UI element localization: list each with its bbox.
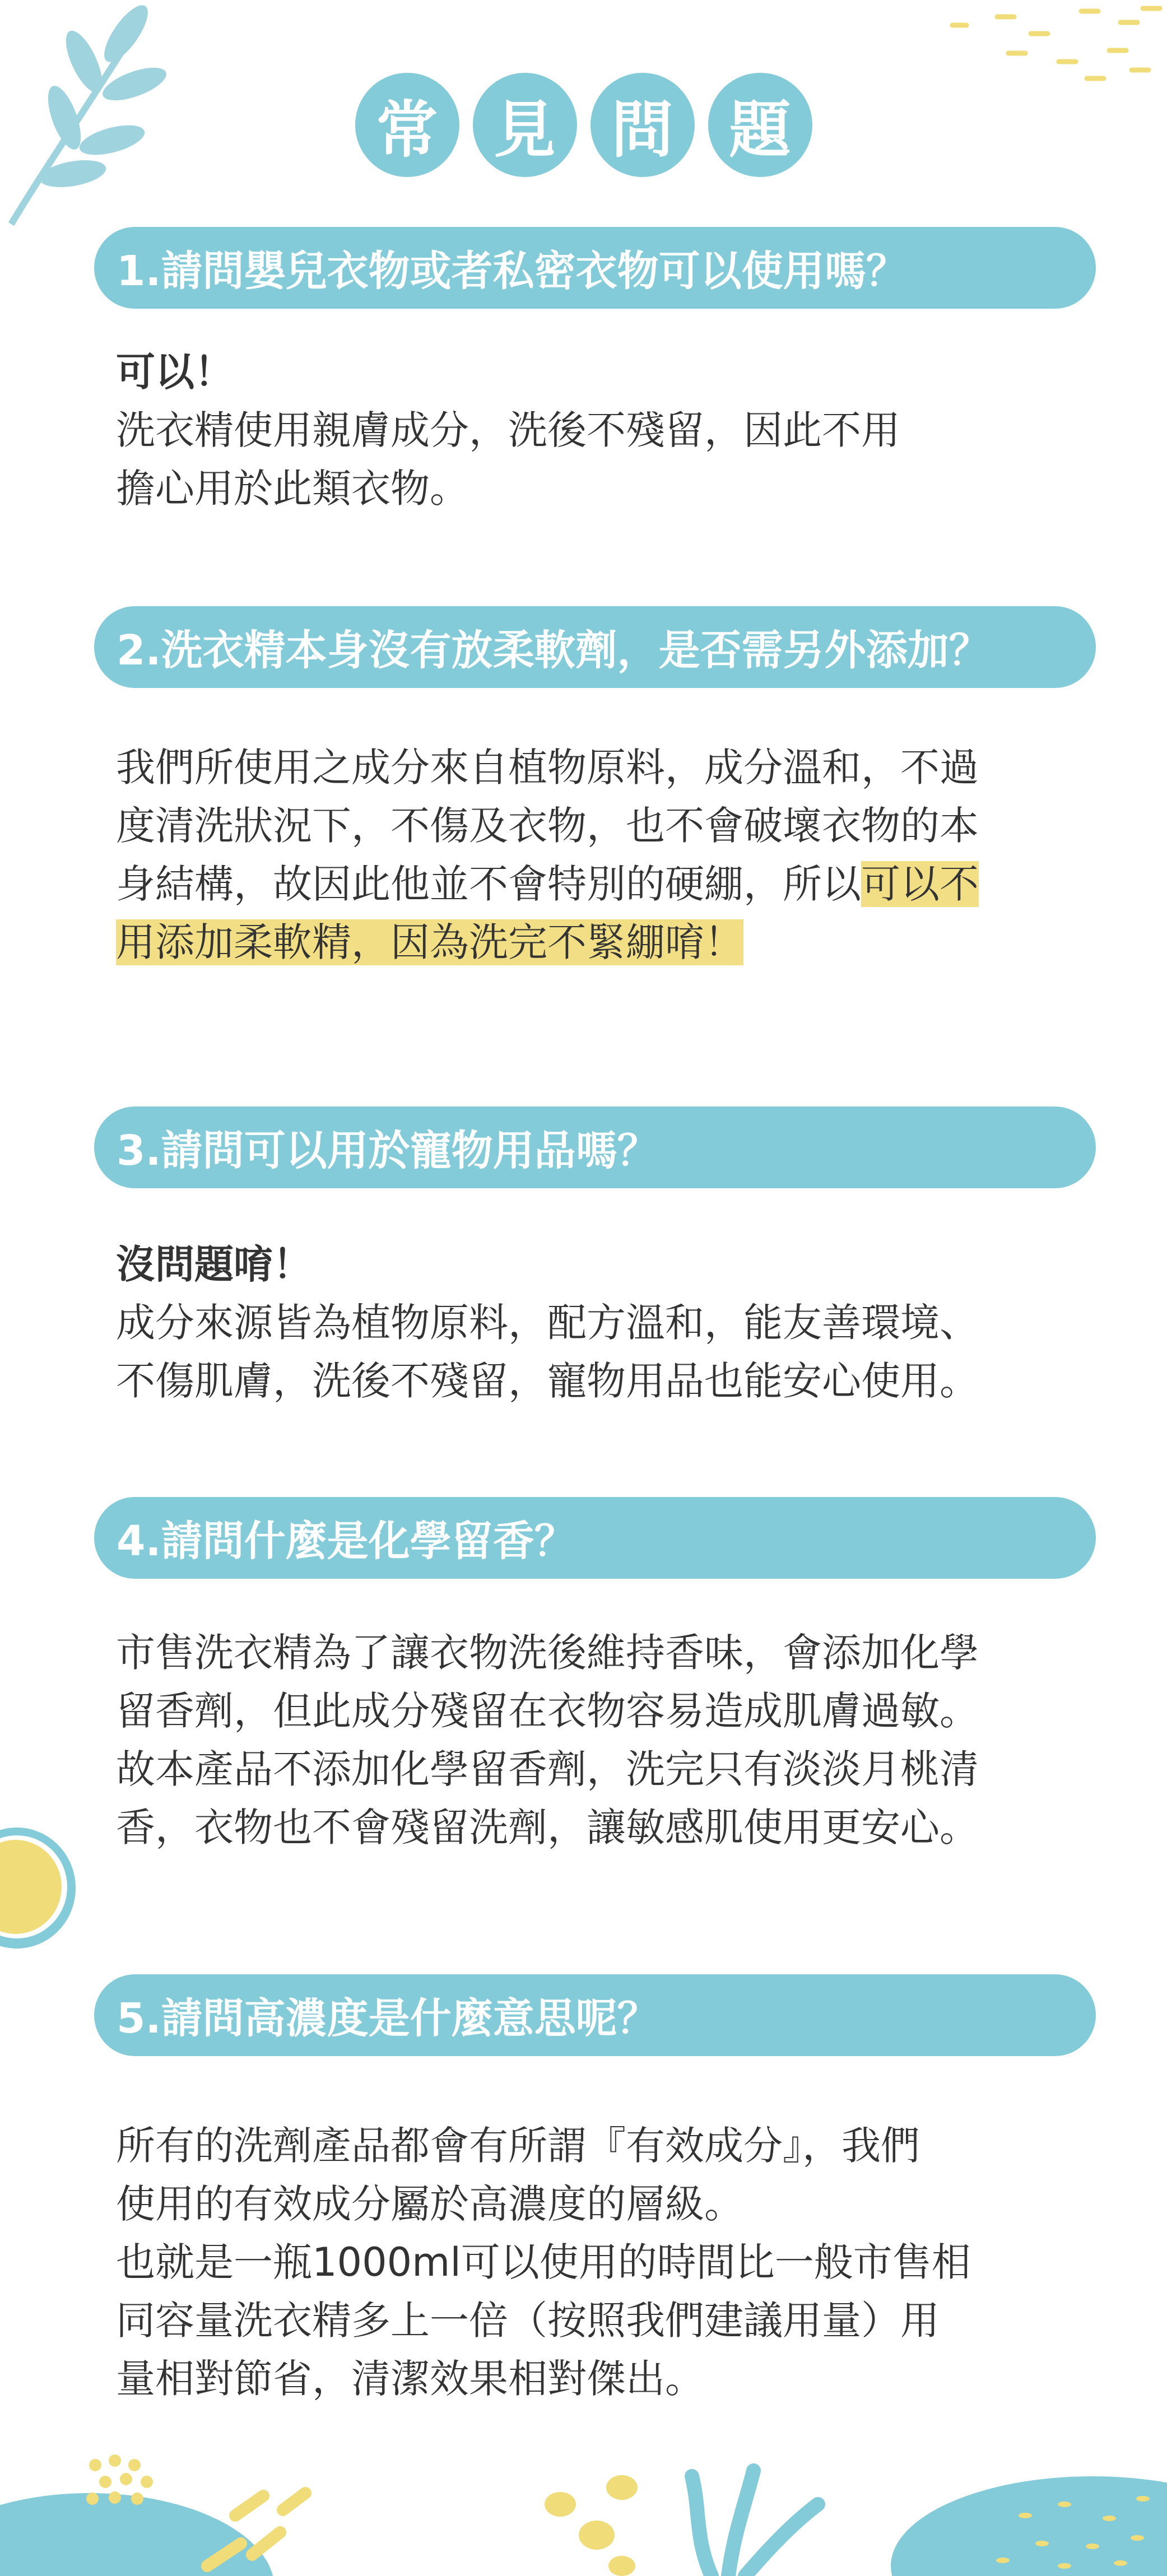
lemon-slice-decoration — [0, 1821, 78, 1955]
answer-lead: 可以！ — [116, 349, 234, 395]
answer-line: 也就是一瓶1000ml可以使用的時間比一般市售相 — [116, 2239, 971, 2285]
answer-text: 身結構，故因此他並不會特別的硬綳，所以 — [116, 861, 861, 907]
answer-line: 不傷肌膚，洗後不殘留，寵物用品也能安心使用。 — [116, 1358, 979, 1404]
answer-line: 香，衣物也不會殘留洗劑，讓敏感肌使用更安心。 — [116, 1805, 979, 1850]
bottom-blob-decoration — [0, 2426, 1167, 2576]
faq-answer-3 — [116, 1235, 1091, 1410]
answer-lead: 沒問題唷！ — [116, 1241, 312, 1287]
answer-line: 度清洗狀況下，不傷及衣物，也不會破壞衣物的本 — [116, 803, 979, 849]
faq-answer-5 — [116, 2117, 1091, 2408]
faq-answer-2 — [116, 738, 1091, 971]
answer-line: 故本產品不添加化學留香劑，洗完只有淡淡月桃清 — [116, 1746, 979, 1792]
answer-line: 同容量洗衣精多上一倍（按照我們建議用量）用 — [116, 2298, 940, 2343]
highlighted-text: 用添加柔軟精，因為洗完不緊綳唷！ — [116, 919, 743, 965]
answer-line: 成分來源皆為植物原料，配方溫和，能友善環境、 — [116, 1300, 979, 1346]
answer-line — [116, 855, 1091, 913]
title-char-4: 題 — [708, 73, 812, 177]
answer-line: 使用的有效成分屬於高濃度的層級。 — [116, 2181, 743, 2227]
answer-line: 留香劑，但此成分殘留在衣物容易造成肌膚過敏。 — [116, 1688, 979, 1734]
faq-question-2: 2.洗衣精本身沒有放柔軟劑，是否需另外添加？ — [94, 606, 1096, 688]
title-char-1: 常 — [355, 73, 459, 177]
answer-line: 市售洗衣精為了讓衣物洗後維持香味，會添加化學 — [116, 1630, 979, 1676]
faq-answer-4 — [116, 1624, 1091, 1857]
title-char-3: 問 — [591, 73, 695, 177]
faq-question-3: 3.請問可以用於寵物用品嗎？ — [94, 1106, 1096, 1188]
title-char-2: 見 — [473, 73, 577, 177]
faq-question-1: 1.請問嬰兒衣物或者私密衣物可以使用嗎？ — [94, 227, 1096, 309]
answer-line: 我們所使用之成分來自植物原料，成分溫和，不過 — [116, 745, 979, 791]
answer-line: 洗衣精使用親膚成分，洗後不殘留，因此不用 — [116, 407, 900, 453]
page-title — [0, 73, 1167, 177]
answer-line — [116, 913, 1091, 971]
answer-line: 所有的洗劑產品都會有所謂『有效成分』，我們 — [116, 2123, 920, 2169]
answer-line: 擔心用於此類衣物。 — [116, 466, 469, 512]
faq-answer-1 — [116, 343, 1091, 518]
highlighted-text: 可以不 — [861, 861, 979, 907]
faq-question-5: 5.請問高濃度是什麼意思呢？ — [94, 1974, 1096, 2056]
faq-question-4: 4.請問什麼是化學留香？ — [94, 1497, 1096, 1579]
answer-line: 量相對節省，清潔效果相對傑出。 — [116, 2356, 704, 2402]
